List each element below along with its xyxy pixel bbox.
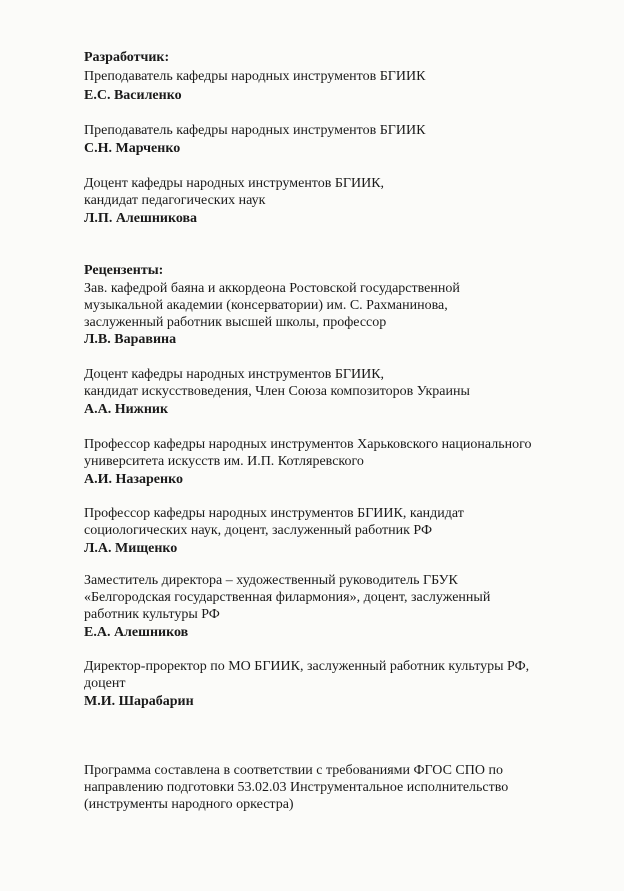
developer-1-name: Е.С. Василенко <box>84 88 182 103</box>
developer-3-position-1: Доцент кафедры народных инструментов БГИИК, <box>84 176 385 191</box>
reviewer-2-position-2: кандидат искусствоведения, Член Союза композиторов Украины <box>84 384 470 399</box>
reviewer-5-position-2: «Белгородская государственная филармония», доцент, заслуженный <box>84 590 491 605</box>
developer-1-position: Преподаватель кафедры народных инструментов БГИИК <box>84 69 426 84</box>
reviewers-heading: Рецензенты: <box>84 263 164 278</box>
reviewer-6-position-1: Директор-проректор по МО БГИИК, заслуженный работник культуры РФ, <box>84 659 530 674</box>
reviewer-6-name: М.И. Шарабарин <box>84 694 194 709</box>
reviewer-5-name: Е.А. Алешников <box>84 625 189 640</box>
developer-2-position: Преподаватель кафедры народных инструментов БГИИК <box>84 123 426 138</box>
program-note-line-1: Программа составлена в соответствии с требованиями ФГОС СПО по <box>84 763 503 778</box>
program-note-line-3: (инструменты народного оркестра) <box>84 797 294 812</box>
reviewer-2-name: А.А. Нижник <box>84 402 169 417</box>
reviewer-4-position-2: социологических наук, доцент, заслуженный работник РФ <box>84 523 433 538</box>
reviewer-6-position-2: доцент <box>84 676 126 691</box>
reviewer-3-position-1: Профессор кафедры народных инструментов Харьковского национального <box>84 437 532 452</box>
reviewer-2-position-1: Доцент кафедры народных инструментов БГИИК, <box>84 367 385 382</box>
developer-2-name: С.Н. Марченко <box>84 141 181 156</box>
developers-heading: Разработчик: <box>84 50 170 65</box>
reviewer-1-name: Л.В. Варавина <box>84 332 177 347</box>
reviewer-1-position-1: Зав. кафедрой баяна и аккордеона Ростовской государственной <box>84 281 460 296</box>
reviewer-4-name: Л.А. Мищенко <box>84 541 178 556</box>
reviewer-5-position-1: Заместитель директора – художественный руководитель ГБУК <box>84 573 458 588</box>
reviewer-5-position-3: работник культуры РФ <box>84 607 220 622</box>
reviewer-4-position-1: Профессор кафедры народных инструментов БГИИК, кандидат <box>84 506 464 521</box>
reviewer-1-position-2: музыкальной академии (консерватории) им. С. Рахманинова, <box>84 298 448 313</box>
reviewer-3-name: А.И. Назаренко <box>84 472 183 487</box>
reviewer-1-position-3: заслуженный работник высшей школы, профессор <box>84 315 387 330</box>
reviewer-3-position-2: университета искусств им. И.П. Котляревского <box>84 454 364 469</box>
program-note-line-2: направлению подготовки 53.02.03 Инструментальное исполнительство <box>84 780 509 795</box>
developer-3-name: Л.П. Алешникова <box>84 211 198 226</box>
developer-3-position-2: кандидат педагогических наук <box>84 193 266 208</box>
